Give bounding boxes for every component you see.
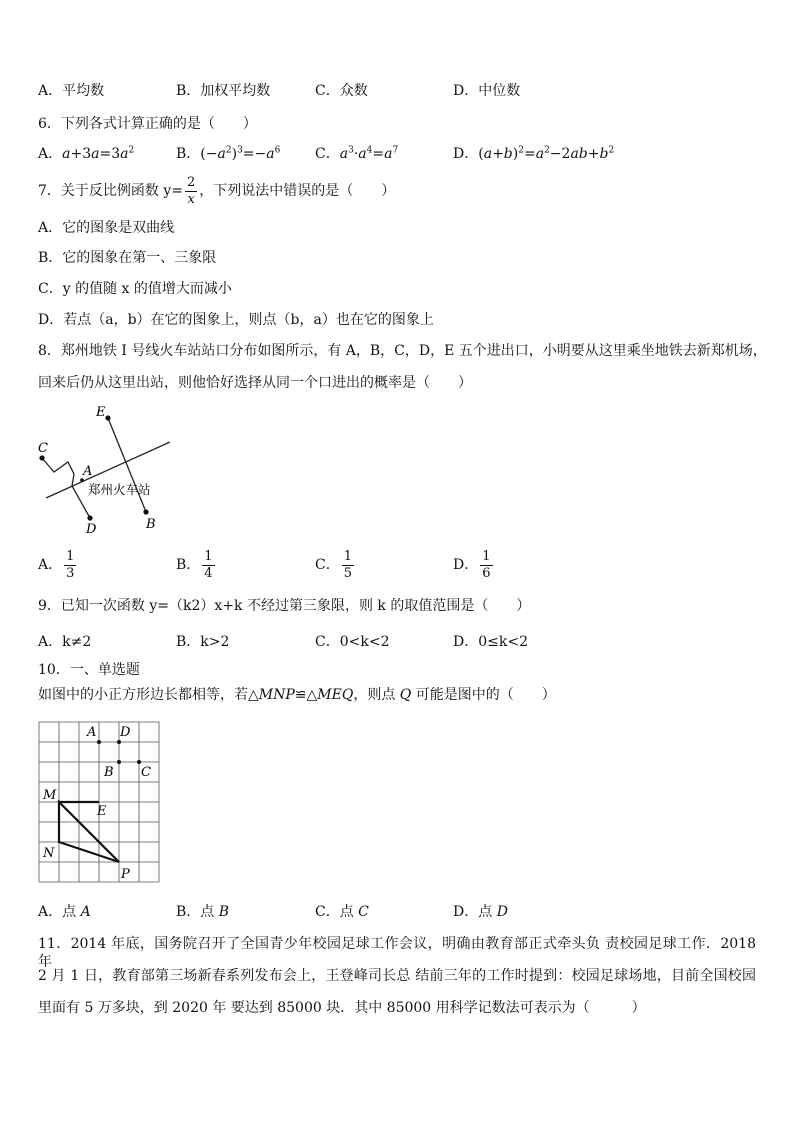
q7-option-a: A．它的图象是双曲线: [38, 220, 175, 236]
q7-stem: 7．关于反比例函数 y= $\frac{2}{x}$ ，下列说法中错误的是（ ）: [38, 174, 396, 207]
q8-label-a: A: [83, 464, 93, 479]
q6-option-d: D．$(a+b)^2=a^2-2ab+b^2$: [453, 145, 615, 162]
q7-option-b: B．它的图象在第一、三象限: [38, 250, 217, 266]
q8-label-e: E: [96, 405, 106, 420]
q8-option-b: B． $\frac{1}{4}$: [176, 548, 213, 581]
q8-station-figure: [36, 400, 176, 540]
q8-option-d: D． $\frac{1}{6}$: [453, 548, 491, 581]
q8-label-d: D: [86, 522, 97, 537]
q7-option-d: D．若点（a，b）在它的图象上，则点（b，a）也在它的图象上: [38, 312, 434, 328]
q7-option-c: C．y 的值随 x 的值增大而减小: [38, 281, 232, 297]
q10-label-e: E: [97, 804, 107, 819]
q5-option-c: C．众数: [315, 83, 368, 99]
q9-option-c: C．0<k<2: [315, 634, 390, 650]
q8-label-c: C: [38, 441, 48, 456]
q10-grid-figure: [37, 720, 161, 886]
q9-stem: 9．已知一次函数 y=（k2）x+k 不经过第三象限，则 k 的取值范围是（ ）: [38, 598, 531, 614]
q11-line3: 里面有 5 万多块，到 2020 年 要达到 85000 块．其中 85000 用科学记数法可表示为（ ）: [38, 1000, 646, 1016]
q5-option-a: A．平均数: [38, 83, 105, 99]
q10-header: 10．一、单选题: [38, 662, 140, 678]
q10-label-p: P: [121, 867, 130, 882]
q5-option-b: B．加权平均数: [176, 83, 271, 99]
q6-option-c: C．$a^3\cdot a^4=a^7$: [315, 145, 399, 162]
q8-option-a: A． $\frac{1}{3}$: [38, 548, 75, 581]
q10-option-a: A．点 A: [38, 904, 91, 920]
q6-stem: 6．下列各式计算正确的是（ ）: [38, 116, 257, 132]
q8-stem-line2: 回来后仍从这里出站，则他恰好选择从同一个口进出的概率是（ ）: [38, 375, 472, 391]
q10-option-d: D．点 D: [453, 904, 508, 920]
q9-option-d: D．0≤k<2: [453, 634, 528, 650]
q8-option-c: C． $\frac{1}{5}$: [315, 548, 352, 581]
q10-label-n: N: [43, 846, 55, 861]
q10-stem: 如图中的小正方形边长都相等，若△MNP≌△MEQ，则点 Q 可能是图中的（ ）: [38, 687, 556, 703]
q9-option-b: B．k>2: [176, 634, 230, 650]
q10-option-c: C．点 C: [315, 904, 369, 920]
q6-option-a: A．$a+3a=3a^2$: [38, 145, 135, 162]
q8-label-b: B: [146, 517, 156, 532]
q10-label-c: C: [141, 765, 151, 780]
q10-label-a: A: [87, 725, 97, 740]
q11-line2: 2 月 1 日，教育部第三场新春系列发布会上，王登峰司长总 结前三年的工作时提到：校园足球场地，目前全国校园: [38, 968, 756, 984]
q10-label-d: D: [120, 725, 131, 740]
q5-option-d: D．中位数: [453, 83, 521, 99]
q6-option-b: B．$(-a^2)^3=-a^6$: [176, 145, 281, 162]
q10-label-m: M: [43, 788, 57, 803]
q8-station-label: 郑州火车站: [88, 482, 151, 497]
q10-option-b: B．点 B: [176, 904, 230, 920]
q10-label-b: B: [104, 765, 114, 780]
q9-option-a: A．k≠2: [38, 634, 92, 650]
q8-stem-line1: 8．郑州地铁 I 号线火车站站口分布如图所示，有 A，B，C，D，E 五个进出口，小明要从这里乘坐地铁去新郑机场，: [38, 343, 767, 359]
q11-line1: 11．2014 年底，国务院召开了全国青少年校园足球工作会议，明确由教育部正式牵头负 责校园足球工作．2018 年: [38, 936, 756, 970]
